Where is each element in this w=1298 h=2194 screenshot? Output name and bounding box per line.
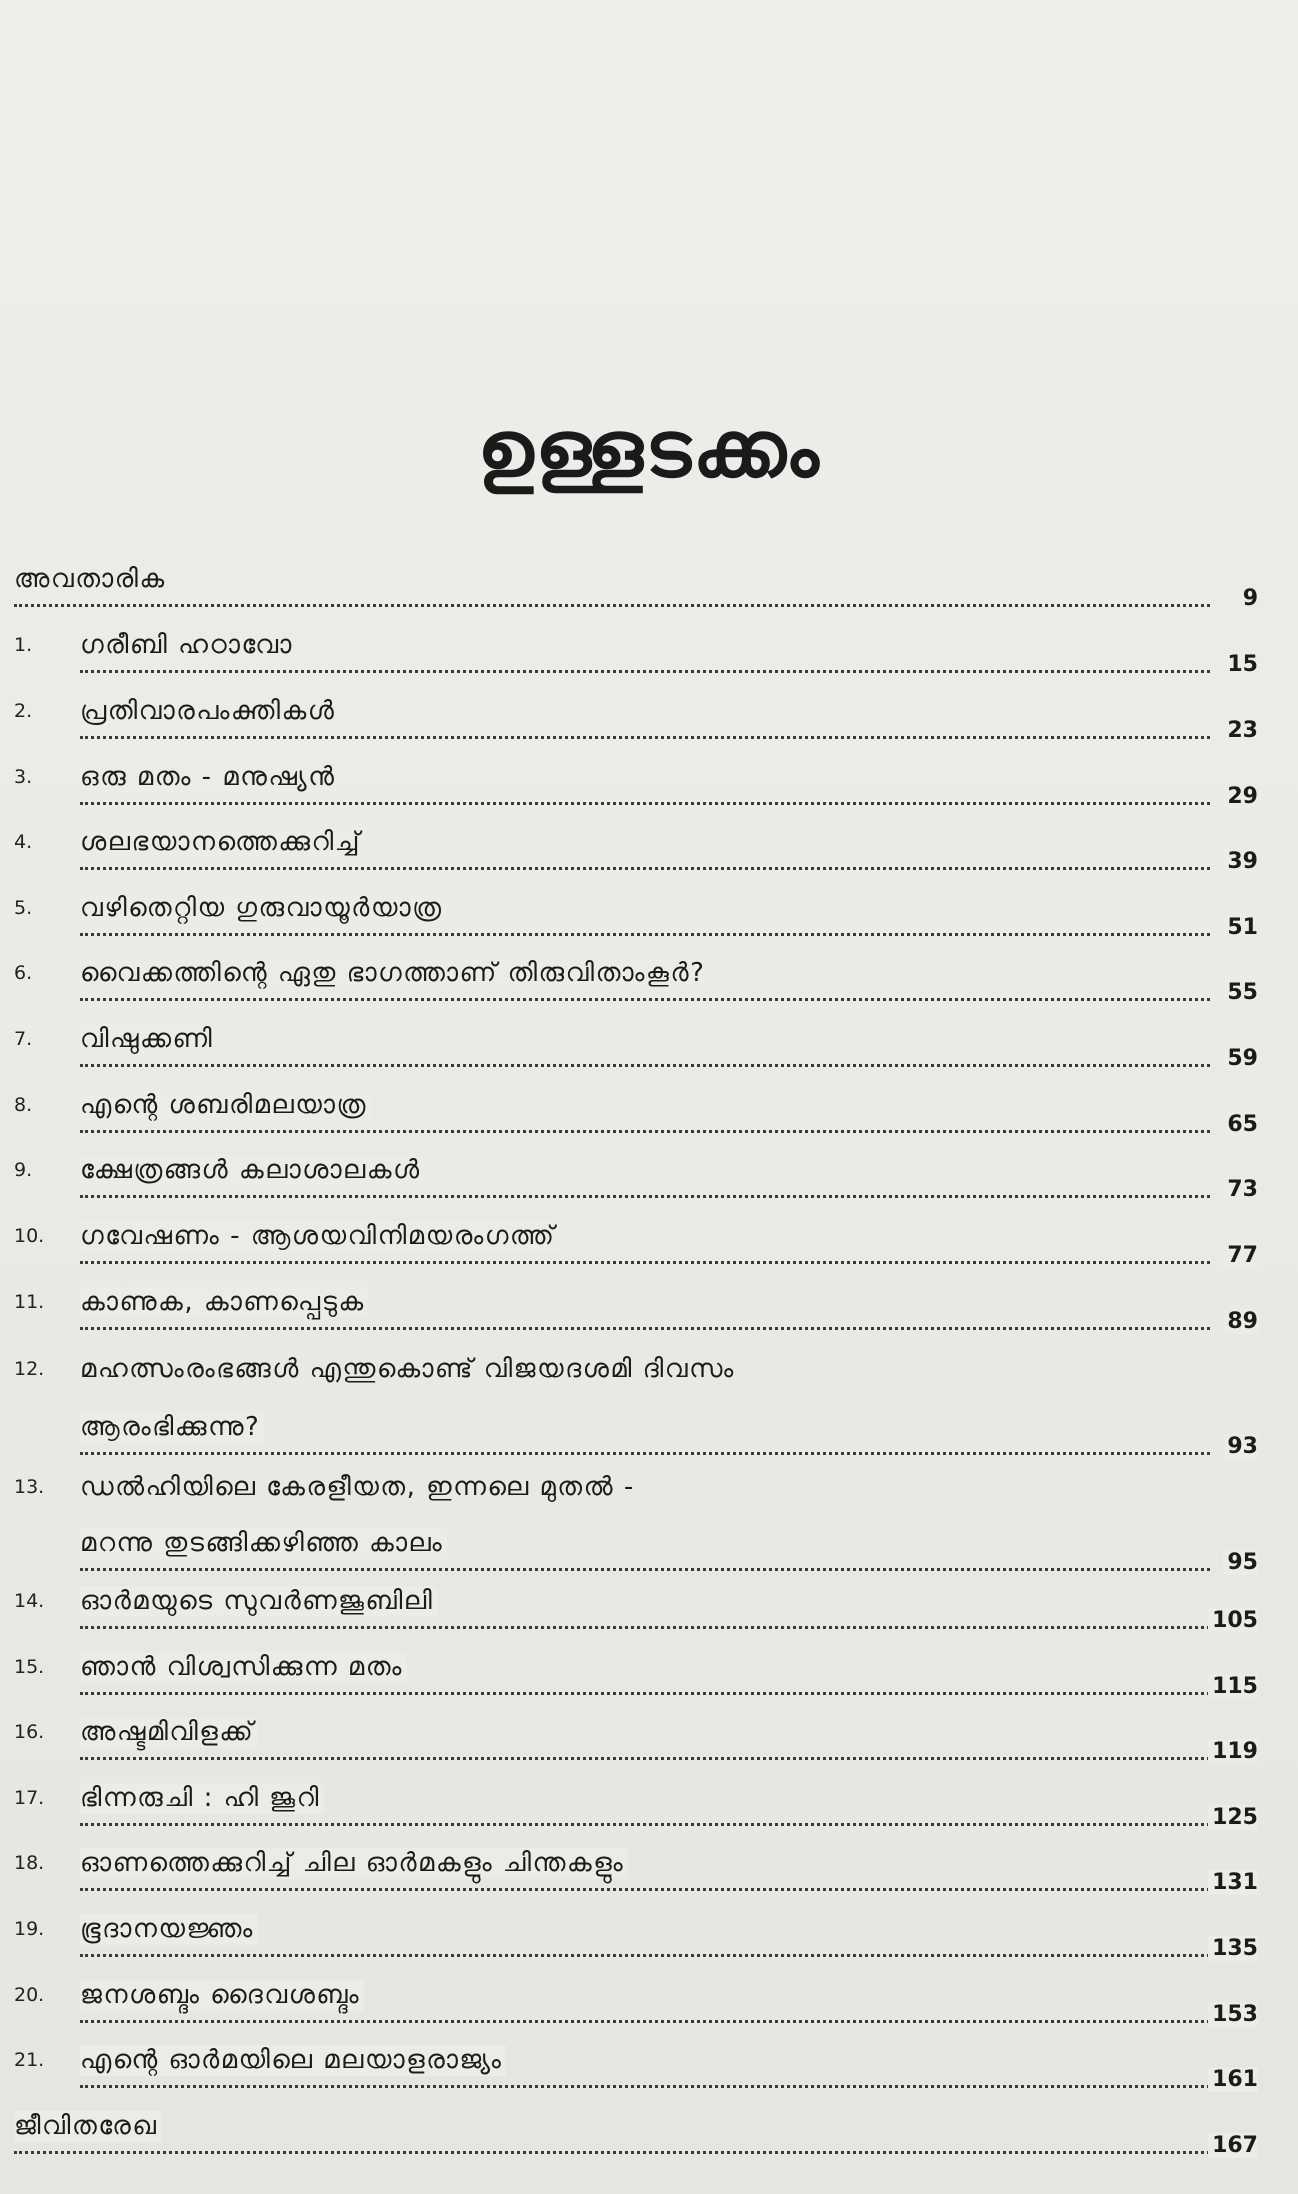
dot-leader xyxy=(80,998,1210,1001)
entry-title: പ്രതിവാരപംക്തികൾ xyxy=(80,696,339,727)
entry-title: ക്ഷേത്രങ്ങൾ കലാശാലകൾ xyxy=(80,1155,425,1186)
entry-number: 9. xyxy=(14,1159,33,1181)
dot-leader xyxy=(80,1757,1210,1760)
dot-leader xyxy=(14,604,1210,607)
dot-leader xyxy=(80,802,1210,805)
dot-leader xyxy=(14,2151,1210,2154)
entry-title: ശലഭയാനത്തെക്കുറിച്ച് xyxy=(80,827,365,858)
dot-leader xyxy=(80,1954,1210,1957)
entry-page: 153 xyxy=(1208,2002,1258,2027)
entry-number: 13. xyxy=(14,1476,45,1498)
entry-page: 95 xyxy=(1223,1550,1258,1575)
entry-title: വൈക്കത്തിന്റെ ഏതു ഭാഗത്താണ് തിരുവിതാംകൂർ? xyxy=(80,958,709,989)
dot-leader xyxy=(80,867,1210,870)
entry-page: 23 xyxy=(1223,718,1258,743)
entry-title: ഓർമയുടെ സുവർണജൂബിലി xyxy=(80,1586,437,1617)
entry-page: 125 xyxy=(1208,1805,1258,1830)
entry-number: 16. xyxy=(14,1721,45,1743)
entry-number: 6. xyxy=(14,962,33,984)
dot-leader xyxy=(80,1130,1210,1133)
dot-leader xyxy=(80,1261,1210,1264)
entry-title: ജനശബ്ദം ദൈവശബ്ദം xyxy=(80,1980,364,2011)
entry-number: 5. xyxy=(14,897,33,919)
entry-title: ഭൂദാനയജ്ഞം xyxy=(80,1914,258,1945)
entry-number: 1. xyxy=(14,634,33,656)
entry-title: അവതാരിക xyxy=(14,564,170,595)
entry-number: 8. xyxy=(14,1094,33,1116)
entry-page: 77 xyxy=(1223,1243,1258,1268)
entry-title: വിഷുക്കണി xyxy=(80,1024,217,1055)
entry-page: 93 xyxy=(1223,1434,1258,1459)
entry-number: 2. xyxy=(14,700,33,722)
entry-title: ഡൽഹിയിലെ കേരളീയത, ഇന്നലെ മുതൽ - xyxy=(80,1472,635,1502)
entry-page: 89 xyxy=(1223,1309,1258,1334)
entry-page: 105 xyxy=(1208,1608,1258,1633)
entry-page: 119 xyxy=(1208,1739,1258,1764)
entry-number: 18. xyxy=(14,1852,45,1874)
entry-page: 135 xyxy=(1208,1936,1258,1961)
entry-number: 17. xyxy=(14,1787,45,1809)
dot-leader xyxy=(80,1064,1210,1067)
dot-leader xyxy=(80,1568,1210,1571)
entry-number: 15. xyxy=(14,1656,45,1678)
entry-page: 29 xyxy=(1223,784,1258,809)
entry-number: 7. xyxy=(14,1028,33,1050)
entry-page: 115 xyxy=(1208,1674,1258,1699)
entry-number: 4. xyxy=(14,831,33,853)
page-title: ഉള്ളടക്കം xyxy=(477,405,821,495)
entry-page: 55 xyxy=(1223,980,1258,1005)
entry-page: 73 xyxy=(1223,1177,1258,1202)
entry-title: അഷ്ടമിവിളക്ക് xyxy=(80,1717,258,1748)
dot-leader xyxy=(80,1692,1210,1695)
entry-number: 20. xyxy=(14,1984,45,2006)
dot-leader xyxy=(80,1452,1210,1455)
dot-leader xyxy=(80,1823,1210,1826)
entry-title: ഗവേഷണം - ആശയവിനിമയരംഗത്ത് xyxy=(80,1221,559,1252)
entry-page: 167 xyxy=(1208,2133,1258,2158)
entry-title: മഹത്സംരംഭങ്ങൾ എന്തുകൊണ്ട് വിജയദശമി ദിവസം xyxy=(80,1354,735,1384)
entry-title-continued: മറന്നു തുടങ്ങിക്കഴിഞ്ഞ കാലം xyxy=(80,1528,447,1559)
dot-leader xyxy=(80,1888,1210,1891)
dot-leader xyxy=(80,933,1210,936)
dot-leader xyxy=(80,1327,1210,1330)
dot-leader xyxy=(80,736,1210,739)
entry-number: 11. xyxy=(14,1291,45,1313)
entry-title: ജീവിതരേഖ xyxy=(14,2111,161,2142)
dot-leader xyxy=(80,2085,1210,2088)
entry-page: 65 xyxy=(1223,1112,1258,1137)
entry-page: 39 xyxy=(1223,849,1258,874)
entry-title: ഓണത്തെക്കുറിച്ച് ചില ഓർമകളും ചിന്തകളും xyxy=(80,1848,628,1879)
dot-leader xyxy=(80,2020,1210,2023)
entry-page: 51 xyxy=(1223,915,1258,940)
entry-number: 19. xyxy=(14,1918,45,1940)
dot-leader xyxy=(80,1195,1210,1198)
dot-leader xyxy=(80,1626,1210,1629)
entry-title: ഞാൻ വിശ്വസിക്കുന്ന മതം xyxy=(80,1652,407,1683)
entry-number: 3. xyxy=(14,766,33,788)
entry-title-continued: ആരംഭിക്കുന്നു? xyxy=(80,1412,264,1443)
entry-title: എന്റെ ശബരിമലയാത്ര xyxy=(80,1090,371,1121)
entry-title: ഗരീബി ഹഠാവോ xyxy=(80,630,297,661)
entry-number: 14. xyxy=(14,1590,45,1612)
entry-title: കാണുക, കാണപ്പെടുക xyxy=(80,1287,369,1318)
entry-number: 21. xyxy=(14,2049,45,2071)
entry-page: 131 xyxy=(1208,1870,1258,1895)
entry-title: എന്റെ ഓർമയിലെ മലയാളരാജ്യം xyxy=(80,2045,506,2076)
entry-title: ഒരു മതം - മനുഷ്യൻ xyxy=(80,762,340,793)
entry-number: 12. xyxy=(14,1358,45,1380)
entry-title: ഭിന്നരുചി : ഹി ജൂറി xyxy=(80,1783,324,1814)
entry-page: 161 xyxy=(1208,2067,1258,2092)
dot-leader xyxy=(80,670,1210,673)
entry-page: 15 xyxy=(1223,652,1258,677)
table-of-contents xyxy=(0,560,1298,2194)
entry-title: വഴിതെറ്റിയ ഗുരുവായൂർയാത്ര xyxy=(80,893,446,924)
entry-page: 59 xyxy=(1223,1046,1258,1071)
entry-number: 10. xyxy=(14,1225,45,1247)
entry-page: 9 xyxy=(1239,586,1258,611)
